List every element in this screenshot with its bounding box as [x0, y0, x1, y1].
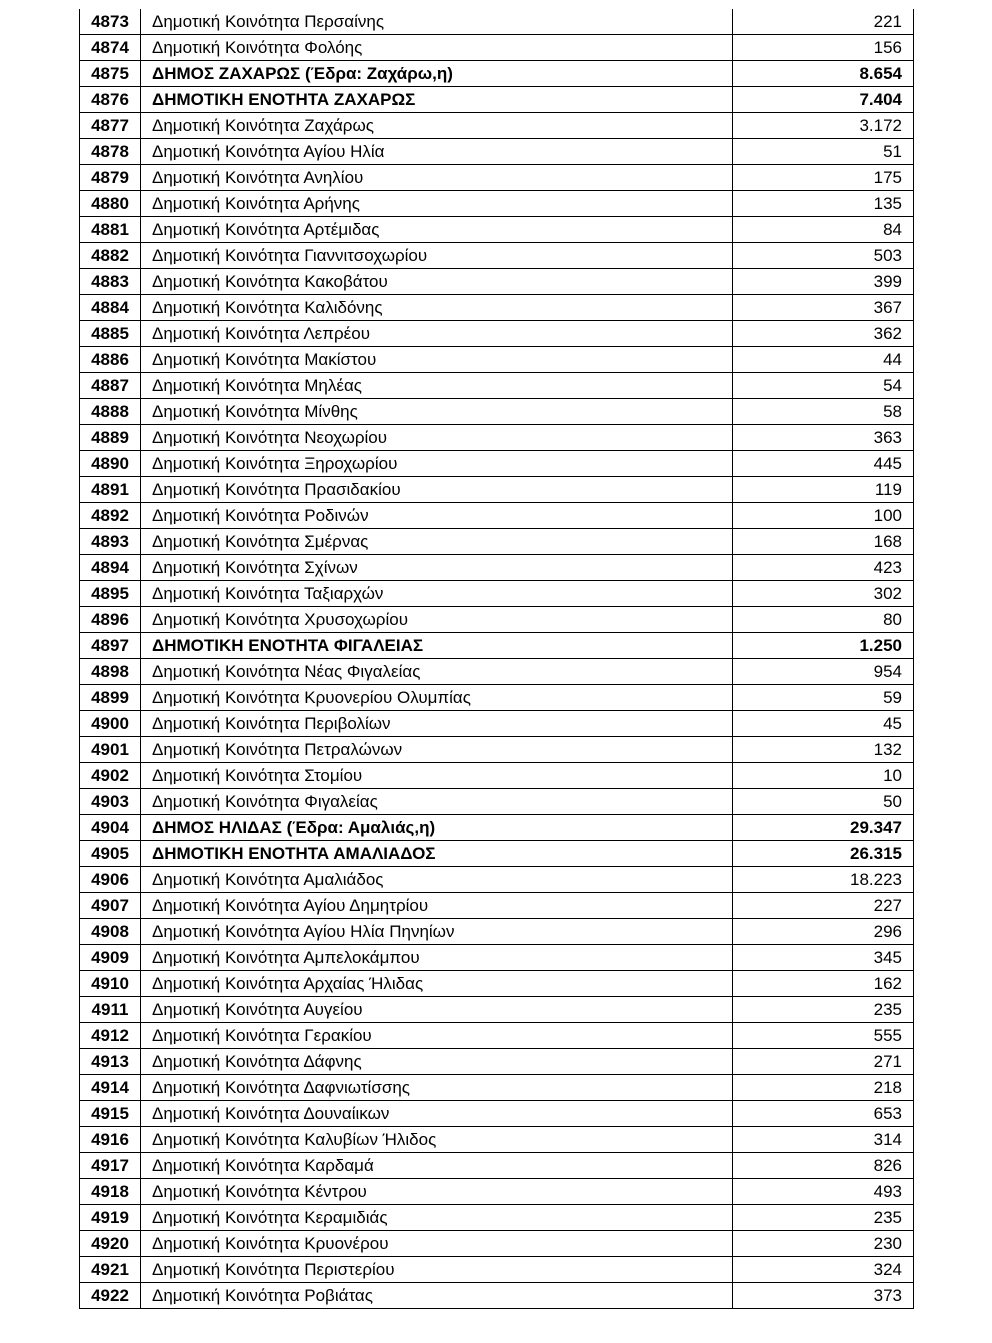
table-row: [80, 529, 914, 555]
row-name-cell: Δημοτική Κοινότητα Ξηροχωρίου: [141, 451, 733, 477]
row-id-cell: 4877: [80, 113, 141, 139]
row-id-cell: 4879: [80, 165, 141, 191]
row-value-cell: 826: [733, 1153, 914, 1179]
row-value-cell: 493: [733, 1179, 914, 1205]
row-name-cell: Δημοτική Κοινότητα Κακοβάτου: [141, 269, 733, 295]
row-name-cell: Δημοτική Κοινότητα Κρυονερίου Ολυμπίας: [141, 685, 733, 711]
row-name-cell: Δημοτική Κοινότητα Ροβιάτας: [141, 1283, 733, 1309]
table-row: [80, 425, 914, 451]
table-row: [80, 1153, 914, 1179]
row-name-cell: Δημοτική Κοινότητα Ταξιαρχών: [141, 581, 733, 607]
row-id-cell: 4895: [80, 581, 141, 607]
row-name-cell: Δημοτική Κοινότητα Αρχαίας Ήλιδας: [141, 971, 733, 997]
table-row: [80, 191, 914, 217]
row-id-cell: 4878: [80, 139, 141, 165]
row-value-cell: 271: [733, 1049, 914, 1075]
row-id-cell: 4902: [80, 763, 141, 789]
table-row: [80, 35, 914, 61]
row-id-cell: 4885: [80, 321, 141, 347]
table-row: [80, 971, 914, 997]
row-value-cell: 227: [733, 893, 914, 919]
row-id-cell: 4903: [80, 789, 141, 815]
table-row: [80, 867, 914, 893]
row-name-cell: Δημοτική Κοινότητα Αμπελοκάμπου: [141, 945, 733, 971]
table-row: [80, 815, 914, 841]
table-row: [80, 763, 914, 789]
row-name-cell: Δημοτική Κοινότητα Στομίου: [141, 763, 733, 789]
row-id-cell: 4880: [80, 191, 141, 217]
row-value-cell: 26.315: [733, 841, 914, 867]
table-row: [80, 217, 914, 243]
table-row: [80, 1257, 914, 1283]
row-name-cell: Δημοτική Κοινότητα Γιαννιτσοχωρίου: [141, 243, 733, 269]
row-value-cell: 367: [733, 295, 914, 321]
row-id-cell: 4905: [80, 841, 141, 867]
table-row: [80, 451, 914, 477]
row-name-cell: Δημοτική Κοινότητα Σχίνων: [141, 555, 733, 581]
row-id-cell: 4892: [80, 503, 141, 529]
row-value-cell: 221: [733, 9, 914, 35]
row-value-cell: 119: [733, 477, 914, 503]
row-id-cell: 4881: [80, 217, 141, 243]
row-name-cell: Δημοτική Κοινότητα Αρτέμιδας: [141, 217, 733, 243]
table-row: [80, 841, 914, 867]
row-value-cell: 235: [733, 997, 914, 1023]
row-value-cell: 1.250: [733, 633, 914, 659]
table-row: [80, 1023, 914, 1049]
row-id-cell: 4901: [80, 737, 141, 763]
row-name-cell: Δημοτική Κοινότητα Λεπρέου: [141, 321, 733, 347]
row-id-cell: 4876: [80, 87, 141, 113]
row-name-cell: Δημοτική Κοινότητα Ανηλίου: [141, 165, 733, 191]
row-name-cell: Δημοτική Κοινότητα Νέας Φιγαλείας: [141, 659, 733, 685]
table-row: [80, 737, 914, 763]
table-row: [80, 607, 914, 633]
row-name-cell: Δημοτική Κοινότητα Περιστερίου: [141, 1257, 733, 1283]
row-value-cell: 296: [733, 919, 914, 945]
table-row: [80, 477, 914, 503]
row-name-cell: Δημοτική Κοινότητα Δουναίικων: [141, 1101, 733, 1127]
table-row: [80, 243, 914, 269]
row-id-cell: 4914: [80, 1075, 141, 1101]
row-value-cell: 10: [733, 763, 914, 789]
row-value-cell: 235: [733, 1205, 914, 1231]
table-row: [80, 1205, 914, 1231]
row-name-cell: Δημοτική Κοινότητα Μίνθης: [141, 399, 733, 425]
table-row: [80, 685, 914, 711]
row-value-cell: 954: [733, 659, 914, 685]
row-value-cell: 44: [733, 347, 914, 373]
row-value-cell: 230: [733, 1231, 914, 1257]
row-value-cell: 3.172: [733, 113, 914, 139]
row-name-cell: Δημοτική Κοινότητα Αμαλιάδος: [141, 867, 733, 893]
row-name-cell: ΔΗΜΟΤΙΚΗ ΕΝΟΤΗΤΑ ΑΜΑΛΙΑΔΟΣ: [141, 841, 733, 867]
row-id-cell: 4904: [80, 815, 141, 841]
row-value-cell: 59: [733, 685, 914, 711]
table-row: [80, 633, 914, 659]
population-table: [79, 9, 914, 1309]
row-name-cell: Δημοτική Κοινότητα Κρυονέρου: [141, 1231, 733, 1257]
table-row: [80, 503, 914, 529]
table-row: [80, 1231, 914, 1257]
row-id-cell: 4900: [80, 711, 141, 737]
row-name-cell: Δημοτική Κοινότητα Καλιδόνης: [141, 295, 733, 321]
row-name-cell: Δημοτική Κοινότητα Πρασιδακίου: [141, 477, 733, 503]
row-value-cell: 345: [733, 945, 914, 971]
table-row: [80, 997, 914, 1023]
row-id-cell: 4918: [80, 1179, 141, 1205]
table-row: [80, 893, 914, 919]
table-row: [80, 1101, 914, 1127]
row-id-cell: 4890: [80, 451, 141, 477]
row-id-cell: 4875: [80, 61, 141, 87]
row-name-cell: Δημοτική Κοινότητα Περσαίνης: [141, 9, 733, 35]
row-id-cell: 4922: [80, 1283, 141, 1309]
row-value-cell: 50: [733, 789, 914, 815]
row-id-cell: 4910: [80, 971, 141, 997]
table-row: [80, 659, 914, 685]
row-id-cell: 4916: [80, 1127, 141, 1153]
row-name-cell: Δημοτική Κοινότητα Ροδινών: [141, 503, 733, 529]
row-id-cell: 4873: [80, 9, 141, 35]
row-name-cell: Δημοτική Κοινότητα Αρήνης: [141, 191, 733, 217]
row-value-cell: 135: [733, 191, 914, 217]
row-value-cell: 503: [733, 243, 914, 269]
row-name-cell: ΔΗΜΟΣ ΗΛΙΔΑΣ (Έδρα: Αμαλιάς,η): [141, 815, 733, 841]
row-id-cell: 4893: [80, 529, 141, 555]
row-value-cell: 132: [733, 737, 914, 763]
row-id-cell: 4897: [80, 633, 141, 659]
row-id-cell: 4906: [80, 867, 141, 893]
row-name-cell: Δημοτική Κοινότητα Σμέρνας: [141, 529, 733, 555]
row-name-cell: Δημοτική Κοινότητα Αγίου Ηλία Πηνηίων: [141, 919, 733, 945]
row-value-cell: 51: [733, 139, 914, 165]
row-value-cell: 45: [733, 711, 914, 737]
row-id-cell: 4883: [80, 269, 141, 295]
row-value-cell: 168: [733, 529, 914, 555]
row-name-cell: Δημοτική Κοινότητα Μακίστου: [141, 347, 733, 373]
row-id-cell: 4889: [80, 425, 141, 451]
row-value-cell: 80: [733, 607, 914, 633]
row-name-cell: Δημοτική Κοινότητα Δάφνης: [141, 1049, 733, 1075]
row-id-cell: 4891: [80, 477, 141, 503]
row-id-cell: 4882: [80, 243, 141, 269]
row-value-cell: 423: [733, 555, 914, 581]
row-value-cell: 362: [733, 321, 914, 347]
table-row: [80, 61, 914, 87]
row-value-cell: 302: [733, 581, 914, 607]
table-row: [80, 269, 914, 295]
row-name-cell: Δημοτική Κοινότητα Ζαχάρως: [141, 113, 733, 139]
table-row: [80, 581, 914, 607]
row-name-cell: ΔΗΜΟΤΙΚΗ ΕΝΟΤΗΤΑ ΦΙΓΑΛΕΙΑΣ: [141, 633, 733, 659]
row-value-cell: 8.654: [733, 61, 914, 87]
row-value-cell: 84: [733, 217, 914, 243]
row-id-cell: 4896: [80, 607, 141, 633]
row-name-cell: Δημοτική Κοινότητα Χρυσοχωρίου: [141, 607, 733, 633]
row-name-cell: Δημοτική Κοινότητα Αγίου Δημητρίου: [141, 893, 733, 919]
row-value-cell: 218: [733, 1075, 914, 1101]
row-value-cell: 162: [733, 971, 914, 997]
row-id-cell: 4913: [80, 1049, 141, 1075]
row-name-cell: Δημοτική Κοινότητα Κεραμιδιάς: [141, 1205, 733, 1231]
table-row: [80, 711, 914, 737]
row-id-cell: 4908: [80, 919, 141, 945]
table-row: [80, 919, 914, 945]
row-id-cell: 4888: [80, 399, 141, 425]
row-name-cell: Δημοτική Κοινότητα Κέντρου: [141, 1179, 733, 1205]
table-row: [80, 555, 914, 581]
table-row: [80, 1075, 914, 1101]
table-row: [80, 1127, 914, 1153]
row-value-cell: 175: [733, 165, 914, 191]
row-id-cell: 4917: [80, 1153, 141, 1179]
row-name-cell: Δημοτική Κοινότητα Νεοχωρίου: [141, 425, 733, 451]
table-row: [80, 1283, 914, 1309]
row-value-cell: 29.347: [733, 815, 914, 841]
row-id-cell: 4874: [80, 35, 141, 61]
row-id-cell: 4886: [80, 347, 141, 373]
row-name-cell: Δημοτική Κοινότητα Καρδαμά: [141, 1153, 733, 1179]
row-id-cell: 4898: [80, 659, 141, 685]
row-name-cell: Δημοτική Κοινότητα Μηλέας: [141, 373, 733, 399]
table-row: [80, 399, 914, 425]
row-id-cell: 4921: [80, 1257, 141, 1283]
row-id-cell: 4920: [80, 1231, 141, 1257]
row-value-cell: 156: [733, 35, 914, 61]
row-id-cell: 4899: [80, 685, 141, 711]
row-value-cell: 58: [733, 399, 914, 425]
table-body: [80, 9, 914, 1309]
row-name-cell: Δημοτική Κοινότητα Καλυβίων Ήλιδος: [141, 1127, 733, 1153]
row-value-cell: 555: [733, 1023, 914, 1049]
table-row: [80, 87, 914, 113]
table-row: [80, 321, 914, 347]
table-row: [80, 1179, 914, 1205]
row-name-cell: Δημοτική Κοινότητα Πετραλώνων: [141, 737, 733, 763]
row-id-cell: 4887: [80, 373, 141, 399]
row-id-cell: 4909: [80, 945, 141, 971]
table-row: [80, 373, 914, 399]
table-row: [80, 347, 914, 373]
table-row: [80, 1049, 914, 1075]
table-row: [80, 789, 914, 815]
row-id-cell: 4911: [80, 997, 141, 1023]
table-row: [80, 295, 914, 321]
row-value-cell: 324: [733, 1257, 914, 1283]
row-value-cell: 54: [733, 373, 914, 399]
table-row: [80, 9, 914, 35]
table-row: [80, 165, 914, 191]
row-value-cell: 653: [733, 1101, 914, 1127]
row-value-cell: 363: [733, 425, 914, 451]
table-row: [80, 945, 914, 971]
row-id-cell: 4907: [80, 893, 141, 919]
row-name-cell: Δημοτική Κοινότητα Φιγαλείας: [141, 789, 733, 815]
row-value-cell: 100: [733, 503, 914, 529]
row-value-cell: 18.223: [733, 867, 914, 893]
row-value-cell: 7.404: [733, 87, 914, 113]
row-id-cell: 4884: [80, 295, 141, 321]
row-id-cell: 4915: [80, 1101, 141, 1127]
table-row: [80, 113, 914, 139]
row-id-cell: 4919: [80, 1205, 141, 1231]
row-id-cell: 4894: [80, 555, 141, 581]
row-name-cell: Δημοτική Κοινότητα Φολόης: [141, 35, 733, 61]
row-value-cell: 373: [733, 1283, 914, 1309]
row-name-cell: Δημοτική Κοινότητα Δαφνιωτίσσης: [141, 1075, 733, 1101]
row-name-cell: ΔΗΜΟΣ ΖΑΧΑΡΩΣ (Έδρα: Ζαχάρω,η): [141, 61, 733, 87]
row-value-cell: 445: [733, 451, 914, 477]
row-name-cell: ΔΗΜΟΤΙΚΗ ΕΝΟΤΗΤΑ ΖΑΧΑΡΩΣ: [141, 87, 733, 113]
row-value-cell: 314: [733, 1127, 914, 1153]
row-id-cell: 4912: [80, 1023, 141, 1049]
table-row: [80, 139, 914, 165]
row-name-cell: Δημοτική Κοινότητα Αγίου Ηλία: [141, 139, 733, 165]
row-name-cell: Δημοτική Κοινότητα Γερακίου: [141, 1023, 733, 1049]
row-name-cell: Δημοτική Κοινότητα Περιβολίων: [141, 711, 733, 737]
row-value-cell: 399: [733, 269, 914, 295]
row-name-cell: Δημοτική Κοινότητα Αυγείου: [141, 997, 733, 1023]
